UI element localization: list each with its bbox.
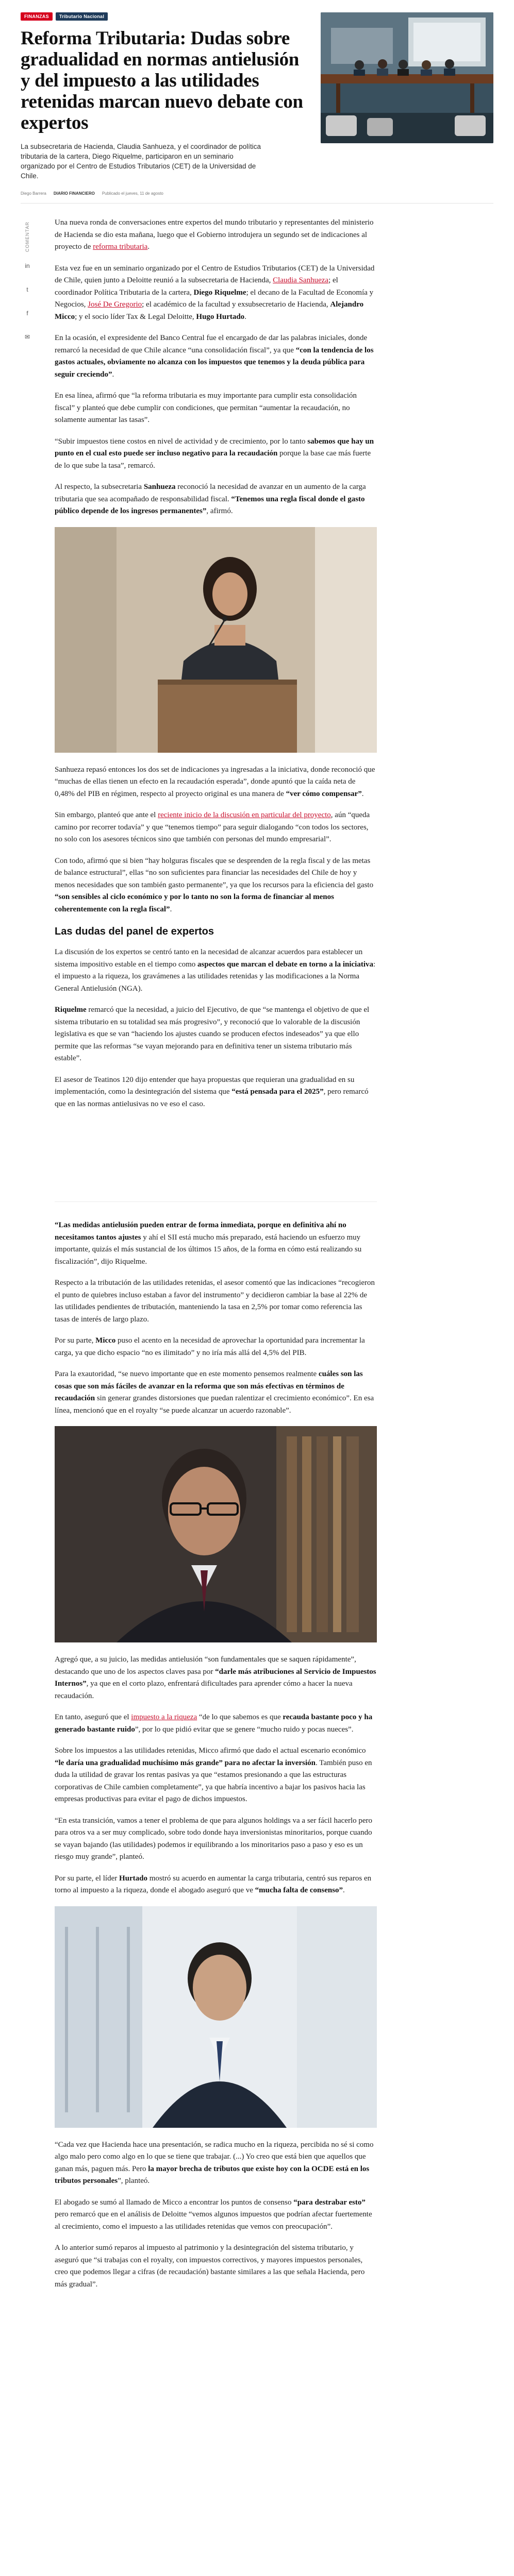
- text-span: El abogado se sumó al llamado de Micco a encontrar los puntos de consenso: [55, 2198, 294, 2207]
- paragraph-13: [55, 1219, 377, 1268]
- byline-date: Publicado el jueves, 11 de agosto: [102, 191, 163, 196]
- link-claudia-sanhueza[interactable]: Claudia Sanhueza: [273, 276, 329, 284]
- paragraph-15: [55, 1335, 377, 1359]
- text-span: ; el decano de la Facultad de Economía y Negocios,: [55, 288, 374, 309]
- text-span: y ahí el SII está mucho más preparado, está haciendo un esfuerzo muy importante, quizás el más sustancial de los últimos 15 años, de la forma en cómo está realizando su fiscalización”, dijo Riquelme.: [55, 1233, 362, 1266]
- text-span: mostró su acuerdo en aumentar la carga tributaria, centró sus reparos en torno al impuesto a la riqueza, donde el abogado aseguró que ve: [55, 1874, 372, 1894]
- hero-image-wrap: [321, 12, 493, 196]
- bold-span: “mucha falta de consenso”: [255, 1886, 343, 1894]
- photo-hugo-hurtado: [55, 1906, 377, 2128]
- text-span: . También puso en duda la utilidad de gravar los rentas pasivas ya que “estamos presionando a que las estructuras corporativas de Chile cambien completamente”, ya que habría incentivo a bajar los pasivos hacia las empresas productivas para evitar el pago de dichos impuestos.: [55, 1758, 372, 1803]
- text-span: “de lo que sabemos es que: [197, 1713, 283, 1721]
- text-span: ; el coordinador Política Tributaria de la cartera,: [55, 276, 338, 297]
- photo-alejandro-micco: [55, 1426, 377, 1642]
- text-span: Sanhueza repasó entonces los dos set de indicaciones ya ingresadas a la iniciativa, donde reconoció que “muchas de ellas tienen un efecto en la recaudación esperada”, donde apuntó que la caída neta de 0,48% del PIB en régimen, respecto al proyecto original es una manera de: [55, 765, 375, 798]
- paragraph-22: [55, 2139, 377, 2188]
- text-span: Sin embargo, planteó que ante el: [55, 811, 158, 819]
- text-span: sin generar grandes distorsiones que puedan ralentizar el crecimiento económico”. En esa línea, mencionó que en el royalty “se puede alcanzar un acuerdo razonable”.: [55, 1394, 374, 1415]
- bold-span: “ver cómo compensar”: [286, 789, 362, 798]
- article-headline: Reforma Tributaria: Dudas sobre gradualidad en normas antielusión y del impuesto a las utilidades retenidas marcan nuevo debate con expertos: [21, 28, 303, 133]
- article-body-wrap: [0, 204, 514, 2300]
- text-span: pero remarcó que en el análisis de Deloitte “vemos algunos impuestos que podrían afectar fuertemente al crecimiento, como el impuesto a las utilidades retenidas que vemos con preocupación”.: [55, 2210, 372, 2231]
- bold-span: recauda bastante poco y ha generado bastante ruido: [55, 1713, 373, 1734]
- paragraph-12: [55, 1074, 377, 1111]
- text-span: , afirmó.: [206, 507, 233, 515]
- category-badges: [21, 12, 309, 21]
- text-span: : el impuesto a la riqueza, los gravámenes a las utilidades retenidas y las modificaciones a la Norma General Antielusión (NGA).: [55, 960, 376, 993]
- photo-subsecretaria-speaking: [55, 527, 377, 753]
- paragraph-8: [55, 809, 377, 846]
- bold-span: Micco: [95, 1336, 116, 1345]
- paragraph-20: “En esta transición, vamos a tener el problema de que para algunos holdings va a ser fácil hacerlo pero para otros va a ser muy complicado, sobre todo donde haya inversionistas minoritarios, porque cuando se vayan bajando (las utilidades) podemos ir equilibrando a los minoritarios paso a paso y eso es un riesgo muy grande”, planteó.: [55, 1816, 373, 1861]
- text-span: Por su parte,: [55, 1336, 96, 1345]
- paragraph-9: Con todo, afirmó que si bien “hay holguras fiscales que se desprenden de la regla fiscal y de las metas de balance estructural”, ellas “no son suficientes para financiar las necesidades del Chile de hoy y menos necesidades que son también gasto permanente”, ya que los recursos para la eficiencia del gasto “son sensibles al ciclo económico y por lo tanto no son la forma de financiar al menos coherentemente con la regla fiscal”.: [55, 856, 374, 913]
- speaker-at-podium-illustration: [55, 527, 377, 753]
- text-span: , aún “queda camino por recorrer todavía” y que “tenemos tiempo” para seguir dialogando “con todos los sectores, no solo con los asesores técnicos sino que también con personas del mundo empresarial”.: [55, 811, 370, 843]
- paragraph-7: Sanhueza repasó entonces los dos set de indicaciones ya ingresadas a la iniciativa, donde reconoció que “muchas de ellas tienen un efecto en la recaudación esperada”, donde apuntó que la caída neta de 0,48% del PIB en régimen, respecto al proyecto original es una manera de “ver cómo compensar”.: [55, 765, 375, 798]
- text-span: ”, planteó.: [118, 2177, 150, 2185]
- text-span: La discusión de los expertos se centró tanto en la necesidad de alcanzar acuerdos para establecer un sistema impositivo estable en el tiempo como: [55, 948, 363, 969]
- text-span: Agregó que, a su juicio, las medidas antielusión “son fundamentales que se saquen rápidamente”, destacando que uno de los aspectos claves pasa por: [55, 1655, 356, 1676]
- paragraph-14: Respecto a la tributación de las utilidades retenidas, el asesor comentó que las indicaciones “recogieron el punto de quiebres incluso estaban a favor del instrumento” y decidieron cambiar la base al 22% de las utilidades pendientes de tributación, manteniendo la tasa en 2,5% por tomar como referencia las tasas de interés de largo plazo.: [55, 1279, 375, 1324]
- paragraph-19: [55, 1745, 377, 1806]
- paragraph-18: [55, 1711, 377, 1736]
- text-span: Esta vez fue en un seminario organizado por el Centro de Estudios Tributarios (CET) de la Universidad de Chile, quien junto a Deloitte reunió a la subsecretaria de Hacienda,: [55, 264, 375, 284]
- text-span: Con todo, afirmó que si bien “hay holguras fiscales que se desprenden de la regla fiscal y de las metas de balance estructural”, ellas “no son suficientes para financiar las necesidades del Chile de hoy y menos necesidades que son también gasto permanente”, ya que los recursos para la eficiencia del gasto: [55, 856, 374, 889]
- bold-span: Riquelme: [55, 1006, 87, 1014]
- share-rail: [21, 217, 55, 2300]
- bold-span: “le daría una gradualidad muchísimo más grande” para no afectar la inversión: [55, 1758, 316, 1767]
- text-span: Al respecto, la subsecretaria: [55, 483, 144, 491]
- text-span: “Subir impuestos tiene costos en nivel de actividad y de crecimiento, por lo tanto: [55, 437, 308, 446]
- text-span: , pero remarcó que en las normas antielusivas no ve eso el caso.: [55, 1088, 369, 1108]
- byline: [21, 191, 309, 196]
- bold-span: Alejandro Micco: [55, 300, 364, 321]
- text-span: ; y el socio líder Tax & Legal Deloitte,: [75, 312, 196, 321]
- paragraph-24: A lo anterior sumó reparos al impuesto al patrimonio y la desintegración del sistema tributario, y aseguró que “si trabajas con el royalty, con impuestos correctivos, y mayores impuestos personales, creo que podemos llegar a cifras (de recaudación) bastante similares a las que señala Hacienda, pero más gradual”.: [55, 2244, 365, 2289]
- bold-span: Sanhueza: [143, 483, 176, 491]
- portrait-man-illustration: [55, 1426, 377, 1642]
- bold-span: cuáles son las cosas que son más fáciles de avanzar en la reforma que son más efectivas en términos de recaudación: [55, 1370, 363, 1402]
- bold-span: “Tenemos una regla fiscal donde el gasto público depende de los ingresos permanentes”: [55, 495, 365, 515]
- paragraph-17: [55, 1654, 377, 1702]
- linkedin-icon[interactable]: in: [25, 262, 30, 269]
- paragraph-10: [55, 946, 377, 995]
- link-jose-de-gregorio[interactable]: José De Gregorio: [88, 300, 142, 309]
- seminar-room-illustration: [321, 12, 493, 143]
- text-span: Para la exautoridad, “se nuevo importante que en este momento pensemos realmente: [55, 1370, 319, 1378]
- portrait-man-office-illustration: [55, 1906, 377, 2128]
- link-reforma-tributaria[interactable]: reforma tributaria: [93, 243, 148, 251]
- text-span: “Cada vez que Hacienda hace una presentación, se radica mucho en la riqueza, percibida no sé si como algo malo pero como algo en lo que se tiene que trabajar. (...) Yo creo que está bien que aquellos que ganan más, paguen más. Pero: [55, 2140, 374, 2173]
- hero-photo-seminar-room: [321, 12, 493, 143]
- text-span: Por su parte, el líder: [55, 1874, 119, 1883]
- bold-span: “para destrabar esto”: [293, 2198, 366, 2207]
- paragraph-23: [55, 2197, 377, 2233]
- link-inicio-discusion[interactable]: reciente inicio de la discusión en particular del proyecto: [158, 811, 331, 819]
- bold-span: la mayor brecha de tributos que existe hoy con la OCDE está en los tributos personales: [55, 2164, 370, 2185]
- paragraph-1: Una nueva ronda de conversaciones entre expertos del mundo tributario y representantes del ministerio de Hacienda se dio esta mañana, luego que el Gobierno introdujera un segundo set de indicaciones al proyecto de reforma tributaria.: [55, 218, 374, 251]
- text-span: puso el acento en la necesidad de aprovechar la oportunidad para incrementar la carga, ya que dicho espacio “no es ilimitado” y no iría más allá del 4,5% del PIB.: [55, 1336, 365, 1357]
- bold-span: Hurtado: [119, 1874, 147, 1883]
- text-span: ; el académico de la facultad y exsubsecretario de Hacienda,: [142, 300, 330, 309]
- header-text-block: [21, 12, 309, 196]
- paragraph-6: [55, 481, 377, 518]
- bold-span: “Las medidas antielusión pueden entrar de forma inmediata, porque en definitiva ahí no necesitamos tantos ajustes: [55, 1221, 346, 1242]
- text-span: Una nueva ronda de conversaciones entre expertos del mundo tributario y representantes del ministerio de Hacienda se dio esta mañana, luego que el Gobierno introdujera un segundo set de indicaciones al proyecto de: [55, 218, 374, 251]
- paragraph-11: [55, 1004, 377, 1065]
- bold-span: Hugo Hurtado: [196, 312, 245, 321]
- text-span: , ya que en el corto plazo, enfrentará dificultades para aprender cómo a hacer la nueva recaudación.: [55, 1680, 353, 1700]
- topic-badge[interactable]: Tributario Nacional: [56, 12, 108, 21]
- text-span: Sobre los impuestos a las utilidades retenidas, Micco afirmó que dado el actual escenario económico: [55, 1747, 366, 1755]
- paragraph-21: Por su parte, el líder Hurtado mostró su acuerdo en aumentar la carga tributaria, centró sus reparos en torno al impuesto a la riqueza, donde el abogado aseguró que ve “mucha falta de consenso”.: [55, 1874, 372, 1894]
- comment-label[interactable]: COMENTAR: [25, 222, 30, 252]
- text-span: reconoció la necesidad de avanzar en un aumento de la carga tributaria que sea acompañado de responsabilidad fiscal.: [55, 483, 366, 503]
- facebook-icon[interactable]: f: [26, 310, 28, 317]
- article-content: [55, 217, 377, 2300]
- byline-author[interactable]: Diego Barrera: [21, 191, 46, 196]
- bold-span: “con la tendencia de los gastos actuales, obviamente no alcanza con los impuestos que tenemos y la deuda pública para seguir creciendo”: [55, 346, 374, 379]
- text-span: En tanto, aseguró que el: [55, 1713, 131, 1721]
- paragraph-2: Esta vez fue en un seminario organizado por el Centro de Estudios Tributarios (CET) de la Universidad de Chile, quien junto a Deloitte reunió a la subsecretaria de Hacienda, Claudia Sanhueza; el coordinador Política Tributaria de la cartera, Diego Riquelme; el decano de la Facultad de Economía y Negocios, José De Gregorio; el académico de la facultad y exsubsecretario de Hacienda, Alejandro Micco; y el socio líder Tax & Legal Deloitte, Hugo Hurtado.: [55, 264, 375, 321]
- paragraph-16: [55, 1368, 377, 1417]
- byline-section: DIARIO FINANCIERO: [53, 191, 95, 196]
- paragraph-4: En esa línea, afirmó que “la reforma tributaria es muy importante para cumplir esta consolidación fiscal” y planteó que debe cumplir con condiciones, que permitan “aumentar la recaudación, no solamente aumentar las tasas”.: [55, 392, 357, 424]
- bold-span: aspectos que marcan el debate en torno a la iniciativa: [197, 960, 373, 969]
- text-span: En la ocasión, el expresidente del Banco Central fue el encargado de dar las palabras iniciales, donde remarcó la necesidad de que Chile alcance “una consolidación fiscal”, ya que: [55, 334, 368, 354]
- section-badge[interactable]: FINANZAS: [21, 12, 53, 21]
- article-lead: La subsecretaria de Hacienda, Claudia Sanhueza, y el coordinador de política tributaria de la cartera, Diego Riquelme, participaron en un seminario organizado por el Centro de Estudios Tributarios (CET) de la Universidad de Chile.: [21, 143, 261, 180]
- section-heading-expertos: Las dudas del panel de expertos: [55, 926, 214, 937]
- email-icon[interactable]: ✉: [24, 333, 30, 341]
- text-span: El asesor de Teatinos 120 dijo entender que haya propuestas que requieran una gradualidad en su implementación, como la desintegración del sistema que: [55, 1075, 355, 1096]
- twitter-icon[interactable]: t: [26, 286, 28, 293]
- bold-span: sabemos que hay un punto en el cual esto puede ser incluso negativo para la recaudación: [55, 437, 374, 457]
- link-impuesto-riqueza[interactable]: impuesto a la riqueza: [131, 1713, 197, 1721]
- bold-span: “darle más atribuciones al Servicio de Impuestos Internos”: [55, 1667, 376, 1688]
- text-span: porque la base cae más fuerte de lo que sube la tasa”, remarcó.: [55, 449, 371, 470]
- paragraph-3: En la ocasión, el expresidente del Banco Central fue el encargado de dar las palabras iniciales, donde remarcó la necesidad de que Chile alcance “una consolidación fiscal”, ya que “con la tendencia de los gastos actuales, obviamente no alcanza con los impuestos que tenemos y la deuda pública para seguir creciendo”.: [55, 334, 374, 379]
- article-header: [0, 0, 514, 196]
- bold-span: “son sensibles al ciclo económico y por lo tanto no son la forma de financiar al menos coherentemente con la regla fiscal”: [55, 893, 334, 913]
- advertisement-slot: [55, 1120, 377, 1202]
- text-span: ”, por lo que pidió evitar que se genere “mucho ruido y pocas nueces”.: [135, 1725, 354, 1734]
- bold-span: Diego Riquelme: [193, 288, 246, 297]
- text-span: remarcó que la necesidad, a juicio del Ejecutivo, de que “se mantenga el objetivo de que el sistema tributario en su totalidad sea más progresivo”, y reconoció que lo valorable de la discusión legislativa es que se van “haciendo los ajustes cuando se producen efectos indeseados” ya que ello permite que las reformas “se vayan mejorando para en definitiva tener un sistema tributario más estable”.: [55, 1006, 370, 1062]
- paragraph-5: [55, 436, 377, 472]
- bold-span: “está pensada para el 2025”: [231, 1088, 324, 1096]
